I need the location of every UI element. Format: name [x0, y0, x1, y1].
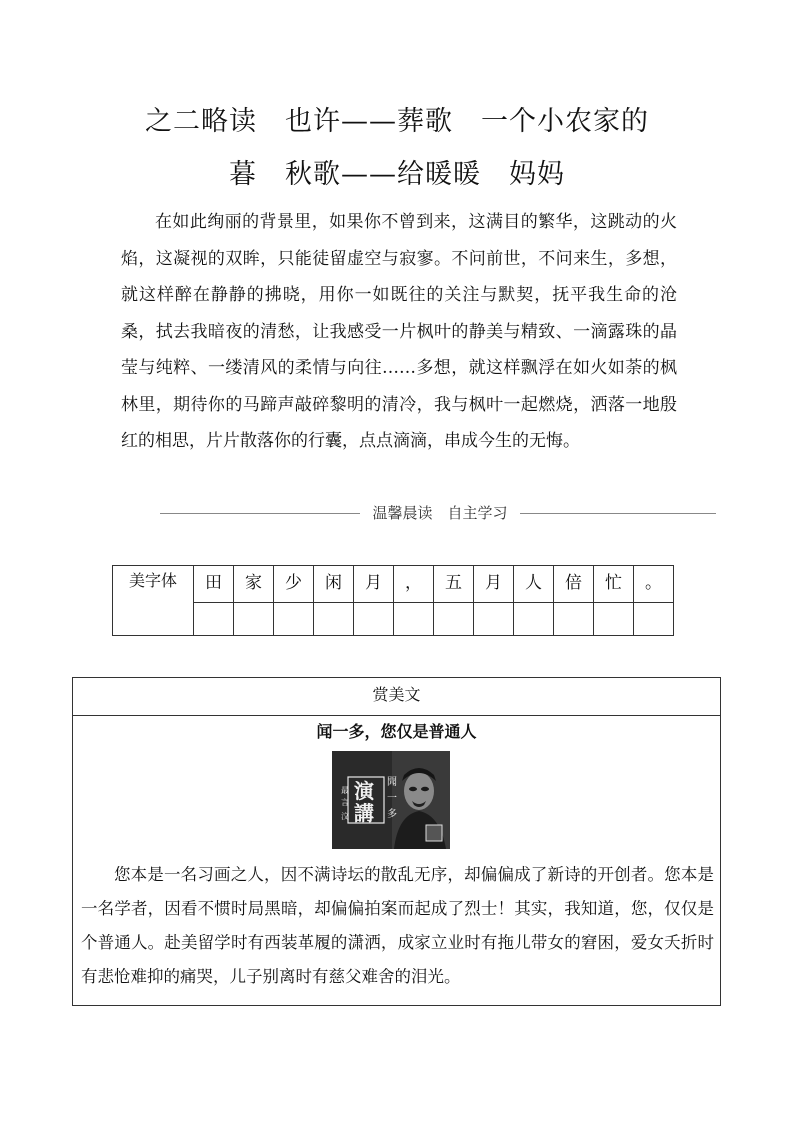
article-body: 您本是一名习画之人，因不满诗坛的散乱无序，却偏偏成了新诗的开创者。您本是一名学者，因看不惯时局黑暗，却偏偏拍案而起成了烈士！其实，我知道，您，仅仅是个普通人。赴美留学时有西装革履的潇洒，成家立业时有拖儿带女的窘困，爱女夭折时有悲怆难抑的痛哭，儿子别离时有慈父难舍的泪光。: [81, 865, 714, 986]
practice-char: 少: [274, 566, 314, 603]
calligraphy-practice-table: [112, 565, 674, 636]
image-text-small-bot: 汶: [341, 812, 349, 821]
page-title-line-2: 暮 秋歌——给暖暖 妈妈: [229, 159, 565, 190]
page-title-line-1: 之二略读 也许——葬歌 一个小农家的: [145, 106, 649, 137]
practice-char: ，: [394, 566, 434, 603]
article-title: 闻一多，您仅是普通人: [316, 722, 477, 741]
practice-blank-cell: [354, 603, 394, 636]
practice-char: 。: [634, 566, 674, 603]
practice-char: 五: [434, 566, 474, 603]
intro-paragraph: 在如此绚丽的背景里，如果你不曾到来，这满目的繁华，这跳动的火焰，这凝视的双眸，只能徒留虚空与寂寥。不问前世，不问来生，多想，就这样醉在静静的拂晓，用你一如既往的关注与默契，抚平我生命的沧桑，拭去我暗夜的清愁，让我感受一片枫叶的静美与精致、一滴露珠的晶莹与纯粹、一缕清风的柔情与向往……多想，就这样飘浮在如火如荼的枫林里，期待你的马蹄声敲碎黎明的清冷，我与枫叶一起燃烧，洒落一地殷红的相思，片片散落你的行囊，点点滴滴，串成今生的无悔。: [121, 212, 677, 451]
practice-blank-cell: [434, 603, 474, 636]
practice-char: 田: [194, 566, 234, 603]
practice-blank-cell: [634, 603, 674, 636]
practice-char: 忙: [594, 566, 634, 603]
image-text-right-bot: 多: [387, 809, 397, 820]
practice-char: 倍: [554, 566, 594, 603]
practice-blank-cell: [394, 603, 434, 636]
practice-blank-cell: [234, 603, 274, 636]
article-section-label: 赏美文: [73, 678, 720, 716]
divider-line-right: [520, 513, 716, 514]
wen-yiduo-portrait-image: [332, 751, 450, 849]
image-text-big-bottom: 講: [354, 801, 374, 825]
practice-blank-cell: [594, 603, 634, 636]
image-text-right-mid: 一: [387, 793, 397, 804]
practice-blank-cell: [194, 603, 234, 636]
article-box: [72, 677, 721, 1006]
practice-blank-cell: [314, 603, 354, 636]
practice-blank-cell: [274, 603, 314, 636]
divider-line-left: [160, 513, 360, 514]
practice-blank-cell: [554, 603, 594, 636]
practice-char: 家: [234, 566, 274, 603]
practice-char: 闲: [314, 566, 354, 603]
image-text-big-top: 演: [354, 779, 374, 803]
table-row: [113, 603, 674, 636]
practice-char: 月: [474, 566, 514, 603]
section-divider: [160, 500, 716, 526]
image-text-right-top: 聞: [387, 777, 397, 788]
practice-char: 人: [514, 566, 554, 603]
practice-blank-cell: [474, 603, 514, 636]
practice-blank-cell: [514, 603, 554, 636]
practice-table-header: 美字体: [113, 566, 194, 636]
image-text-small-top: 最: [341, 786, 349, 795]
table-row: [113, 566, 674, 603]
image-text-small-mid: 言: [341, 798, 349, 807]
practice-char: 月: [354, 566, 394, 603]
divider-label: 温馨晨读 自主学习: [372, 504, 508, 522]
